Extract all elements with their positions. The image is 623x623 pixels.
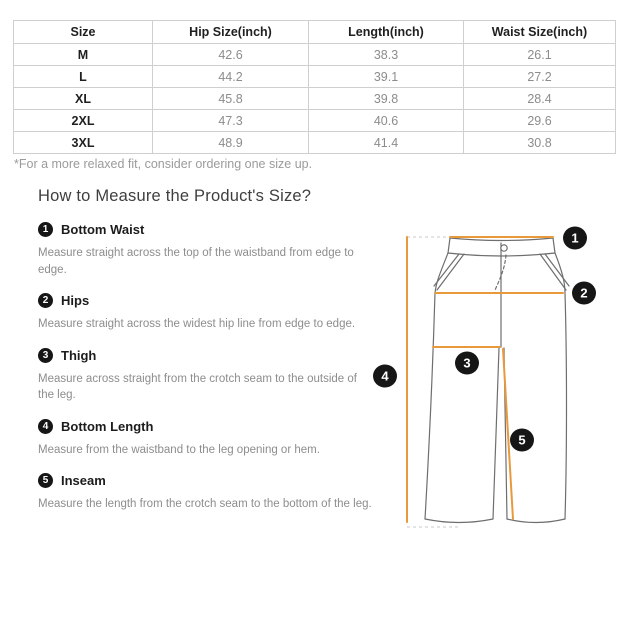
item-description: Measure from the waistband to the leg opening or hem. <box>38 443 320 456</box>
measure-item-bottom-waist <box>38 222 372 278</box>
item-description: Measure straight across the widest hip line from edge to edge. <box>38 318 356 330</box>
cell-waist: 27.2 <box>464 66 616 88</box>
item-label: Inseam <box>61 473 106 488</box>
cell-size: XL <box>14 88 153 110</box>
diagram-marker-2 <box>572 282 596 305</box>
left-leg-hem <box>425 519 493 523</box>
cell-hip: 45.8 <box>153 88 309 110</box>
diagram-marker-3 <box>455 352 479 375</box>
cell-waist: 30.8 <box>464 132 616 154</box>
item-number-badge: 5 <box>38 473 53 488</box>
pants-diagram <box>370 222 623 537</box>
waist-button-icon <box>501 245 507 251</box>
size-fit-note: *For a more relaxed fit, consider ordering one size up. <box>14 157 313 171</box>
item-label: Bottom Waist <box>61 222 145 237</box>
item-description: Measure across straight from the crotch seam to the outside of the leg. <box>38 372 357 401</box>
cell-waist: 29.6 <box>464 110 616 132</box>
cell-size: L <box>14 66 153 88</box>
cell-waist: 28.4 <box>464 88 616 110</box>
marker-number: 3 <box>463 355 471 371</box>
marker-number: 1 <box>571 230 579 246</box>
table-row <box>14 66 616 88</box>
item-number-badge: 4 <box>38 419 53 434</box>
cell-size: 3XL <box>14 132 153 154</box>
pants-outline <box>425 238 569 523</box>
marker-number: 2 <box>580 285 588 301</box>
measure-lines <box>407 237 563 522</box>
column-header-waist: Waist Size(inch) <box>464 21 616 44</box>
cell-length: 41.4 <box>309 132 464 154</box>
cell-hip: 44.2 <box>153 66 309 88</box>
cell-length: 39.8 <box>309 88 464 110</box>
item-number-badge: 3 <box>38 348 53 363</box>
left-inner-seam <box>493 348 499 519</box>
column-header-size: Size <box>14 21 153 44</box>
measure-item-hips <box>38 293 372 333</box>
cell-waist: 26.1 <box>464 44 616 66</box>
measure-guide-title: How to Measure the Product's Size? <box>38 187 312 205</box>
item-description: Measure straight across the top of the waistband from edge to edge. <box>38 247 354 276</box>
table-row <box>14 132 616 154</box>
diagram-marker-1 <box>563 227 587 250</box>
table-row <box>14 110 616 132</box>
diagram-marker-4 <box>373 365 397 388</box>
measure-line-inseam <box>503 349 513 519</box>
right-pocket-line <box>540 254 566 290</box>
table-row <box>14 88 616 110</box>
diagram-marker-5 <box>510 429 534 452</box>
measure-item-bottom-length <box>38 419 372 459</box>
cell-hip: 48.9 <box>153 132 309 154</box>
measure-item-inseam <box>38 473 372 513</box>
cell-length: 38.3 <box>309 44 464 66</box>
item-label: Bottom Length <box>61 418 154 434</box>
measure-item-thigh <box>38 348 372 404</box>
item-number-badge: 2 <box>38 293 53 308</box>
item-description: Measure the length from the crotch seam to the bottom of the leg. <box>38 498 372 510</box>
dashed-guide-lines <box>407 237 458 527</box>
table-row <box>14 44 616 66</box>
cell-length: 40.6 <box>309 110 464 132</box>
waistband-right-edge <box>553 238 555 253</box>
cell-hip: 42.6 <box>153 44 309 66</box>
marker-number: 5 <box>518 432 526 448</box>
size-chart-table <box>13 20 616 154</box>
waistband-left-edge <box>448 238 450 253</box>
cell-length: 39.1 <box>309 66 464 88</box>
item-label: Thigh <box>61 347 97 363</box>
column-header-hip: Hip Size(inch) <box>153 21 309 44</box>
right-leg-hem <box>507 519 565 523</box>
measure-guide-list <box>38 222 372 528</box>
marker-number: 4 <box>381 368 389 384</box>
cell-hip: 47.3 <box>153 110 309 132</box>
cell-size: M <box>14 44 153 66</box>
table-header-row <box>14 21 616 44</box>
cell-size: 2XL <box>14 110 153 132</box>
item-number-badge: 1 <box>38 222 53 237</box>
column-header-length: Length(inch) <box>309 21 464 44</box>
waistband-top <box>450 238 553 241</box>
item-label: Hips <box>61 293 90 308</box>
